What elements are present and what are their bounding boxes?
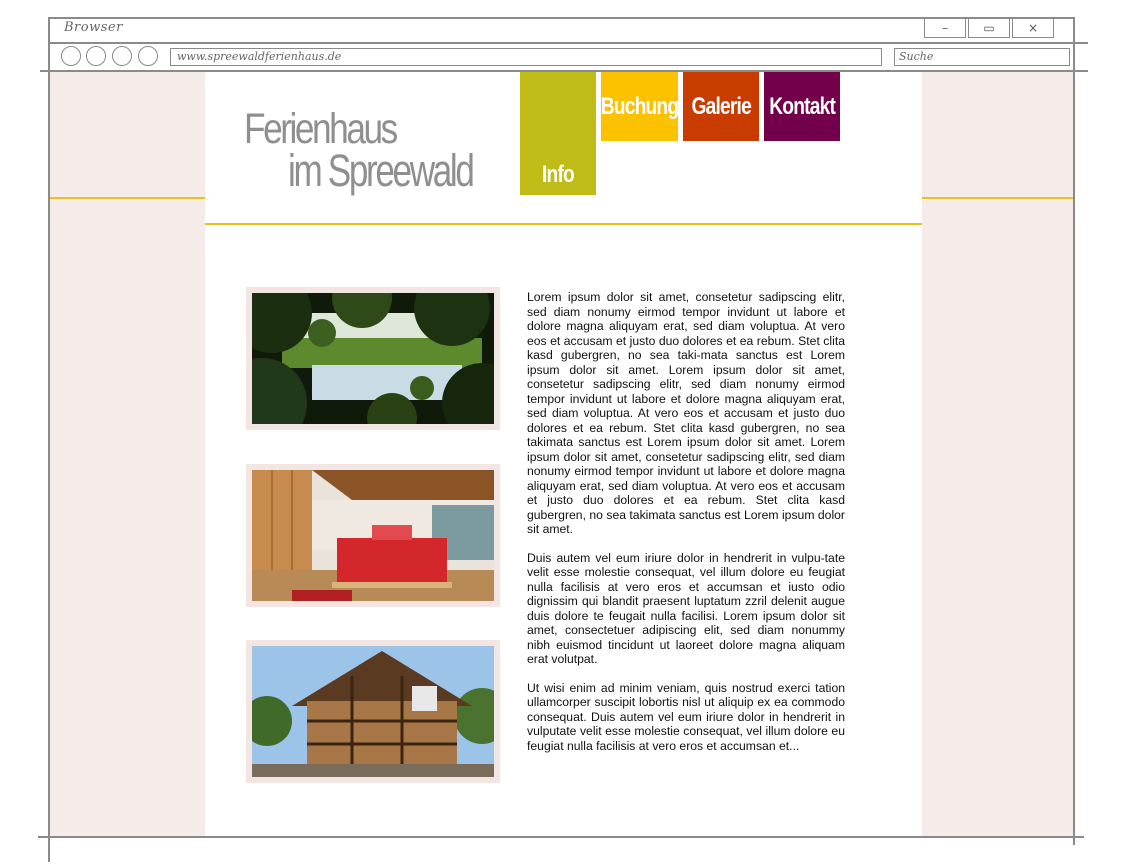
browser-title: Browser [64,20,123,35]
house-image [252,646,494,777]
search-input[interactable]: Suche [894,48,1070,66]
logo-line2[interactable]: im Spreewald [288,145,473,196]
paragraph-3: Ut wisi enim ad minim veniam, quis nostrud exerci tation ullamcorper suscipit lobortis nisl ut aliquip ex ea commodo consequat. Duis autem vel eum iriure dolor in hendrerit in vulputate velit esse molestie consequat, vel illum dolore eu feugiat nulla facilisis at vero eros et accumsan et... [527,680,845,753]
paragraph-1: Lorem ipsum dolor sit amet, consetetur sadipscing elitr, sed diam nonumy eirmod tempor invidunt ut labore et dolore magna aliquyam erat, sed diam voluptua. At vero eos et accusam et justo duo dolores et ea rebum. Stet clita kasd gubergren, no sea taki-mata sanctus est Lorem ipsum dolor sit amet. Lorem ipsum dolor sit amet, consetetur sadipscing elitr, sed diam nonumy eirmod tempor invidunt ut labore et dolore magna aliquyam erat, sed diam voluptua. At vero eos et accusam et justo duo dolores et ea rebum. Stet clita kasd gubergren, no sea takimata sanctus est Lorem ipsum dolor sit amet. Lorem ipsum dolor sit amet, consetetur sadipscing elitr, sed diam nonumy eirmod tempor invidunt ut labore et dolore magna aliquyam erat, sed diam voluptua. At vero eos et accusam et justo duo dolores et ea rebum. Stet clita kasd gubergren, no sea takimata sanctus est Lorem ipsum dolor sit amet. [527,290,845,536]
logo-line1[interactable]: Ferienhaus [244,105,396,153]
right-sidebar [922,72,1073,836]
header-line-center [205,223,922,225]
photo-bedroom[interactable] [246,464,500,607]
nav-info[interactable] [520,72,596,195]
forward-button-icon[interactable] [86,46,106,66]
nav-galerie-label: Galerie [691,92,751,120]
frame-bottom-line [38,836,1084,838]
nav-kontakt-label: Kontakt [769,92,835,120]
paragraph-2: Duis autem vel eum iriure dolor in hendrerit in vulpu-tate velit esse molestie consequat, vel illum dolore eu feugiat nulla facilisis at vero eros et accumsan et iusto odio dignissim qui blandit praesent luptatum zzril delenit augue duis dolore te feugait nulla facilisi. Lorem ipsum dolor sit amet, consectetuer adipiscing elit, sed diam nonummy nibh euismod tincidunt ut laoreet dolore magna aliquam erat volutpat. [527,550,845,666]
header-line-left [50,197,205,199]
main-text [527,290,845,767]
maximize-button[interactable]: ▭ [968,18,1010,38]
bedroom-image [252,470,494,601]
frame-top-line [48,17,1074,19]
back-button-icon[interactable] [61,46,81,66]
reload-button-icon[interactable] [112,46,132,66]
close-button[interactable]: × [1012,18,1054,38]
frame-right-line [1073,17,1075,845]
nav-kontakt[interactable] [764,72,840,141]
address-bar[interactable]: www.spreewaldferienhaus.de [170,48,882,66]
lake-image [252,293,494,424]
photo-house[interactable] [246,640,500,783]
home-button-icon[interactable] [138,46,158,66]
nav-info-label: Info [541,161,574,188]
photo-lake[interactable] [246,287,500,430]
header-line-right [922,197,1073,199]
minimize-button[interactable]: – [924,18,966,38]
nav-buchung-label: Buchung [600,92,679,120]
frame-titlebar-line [48,42,1088,44]
left-sidebar [50,72,205,836]
nav-galerie[interactable] [683,72,759,141]
nav-buchung[interactable] [601,72,678,141]
